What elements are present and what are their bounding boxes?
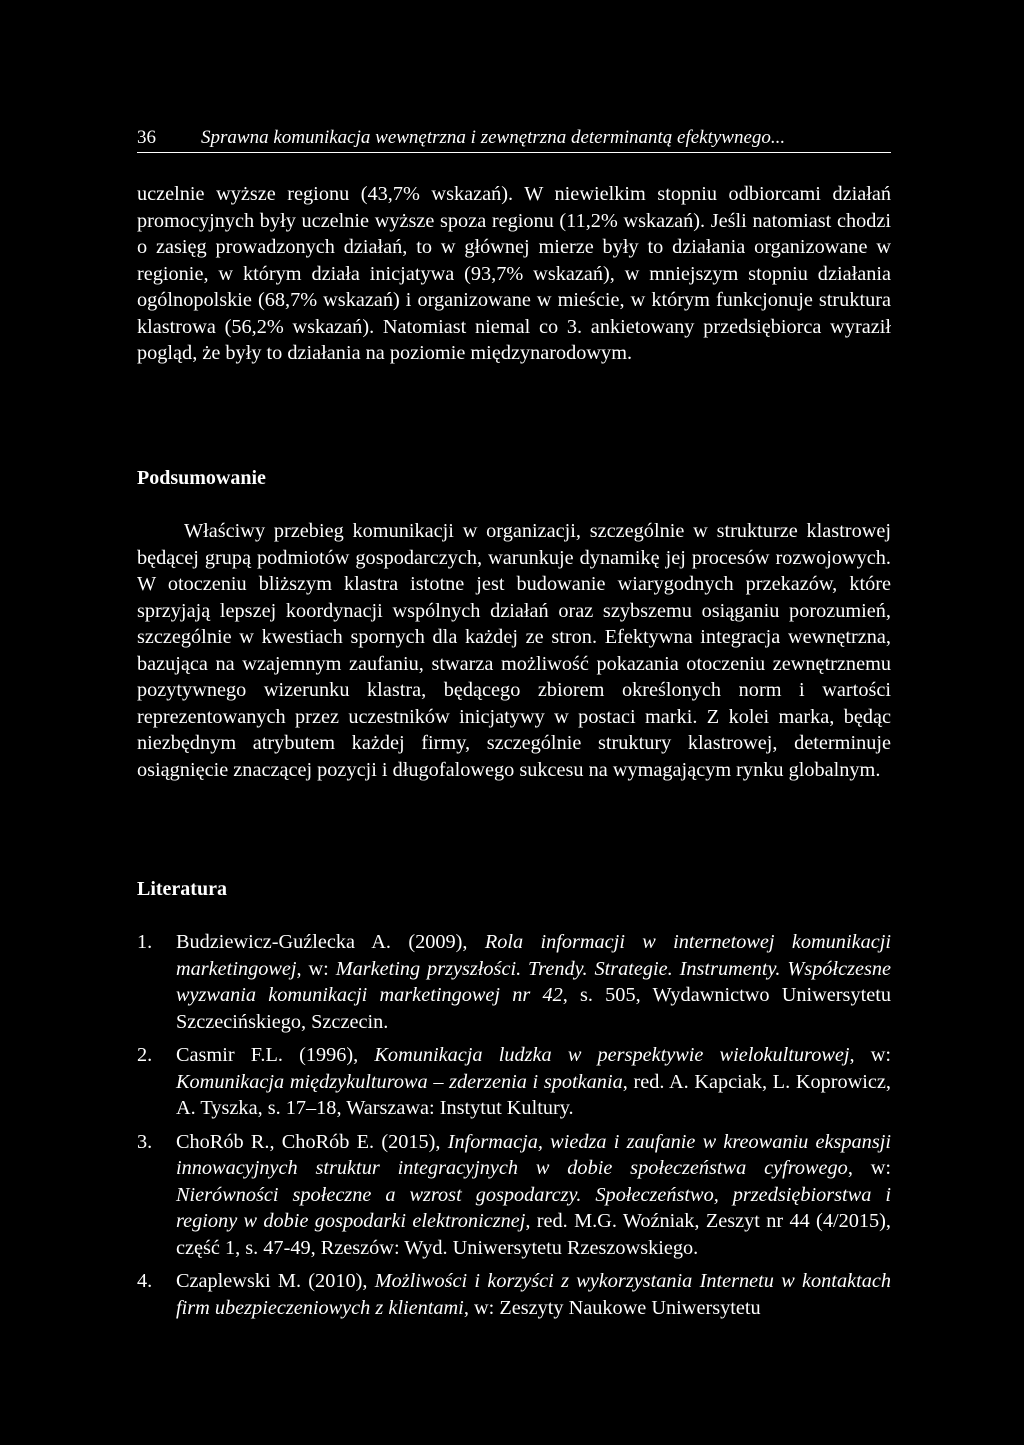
reference-number: 4. (137, 1270, 153, 1292)
reference-title: Informacja, wiedza i zaufanie w kreowaniu ekspansji innowacyjnych struktur integracyjnych w dobie społeczeństwa cyfrowego (176, 1130, 891, 1179)
running-header (137, 126, 891, 153)
reference-authors: Czaplewski M. (2010), (176, 1270, 375, 1292)
reference-number: 1. (137, 931, 153, 953)
reference-source: Marketing przyszłości. Trendy. Strategie. Instrumenty. Współczesne wyzwania komunikacji marketingowej nr 42 (176, 957, 891, 1006)
reference-title: Komunikacja ludzka w perspektywie wielokulturowej (374, 1044, 850, 1066)
reference-tail: , red. M.G. Woźniak, Zeszyt nr 44 (4/2015), część 1, s. 47-49, Rzeszów: Wyd. Uniwersytetu Rzeszowskiego. (176, 1210, 891, 1259)
reference-tail: , red. A. Kapciak, L. Koprowicz, A. Tyszka, s. 17–18, Warszawa: Instytut Kultury. (176, 1070, 891, 1119)
reference-mid: , w: Zeszyty Naukowe Uniwersytetu (463, 1296, 761, 1319)
reference-source: Nierówności społeczne a wzrost gospodarczy. Społeczeństwo, przedsiębiorstwa i regiony w dobie gospodarki elektronicznej (176, 1183, 891, 1232)
paragraph-summary: Właściwy przebieg komunikacji w organizacji, szczególnie w strukturze klastrowej będącej grupą podmiotów gospodarczych, warunkuje dynamikę jej procesów rozwojowych. W otoczeniu bliższym klastra istotne jest budowanie wiarygodnych przekazów, które sprzyjają lepszej koordynacji wspólnych działań oraz szybszemu osiąganiu porozumień, szczególnie w kwestiach spornych dla każdej ze stron. Efektywna integracja wewnętrzna, bazująca na wzajemnym zaufaniu, stwarza możliwość pokazania otoczeniu zewnętrznemu pozytywnego wizerunku klastra, będącego zbiorem określonych norm i wartości reprezentowanych przez uczestników inicjatywy w postaci marki. Z kolei marka, będąc niezbędnym atrybutem każdej firmy, szczególnie struktury klastrowej, determinuje osiągnięcie znaczącej pozycji i długofalowego sukcesu na wymagającym rynku globalnym. (137, 520, 891, 781)
reference-title: Możliwości i korzyści z wykorzystania Internetu w kontaktach firm ubezpieczeniowych z klientami (176, 1270, 892, 1319)
reference-source: Komunikacja międzykulturowa – zderzenia i spotkania (176, 1070, 623, 1093)
reference-number: 3. (137, 1130, 153, 1153)
reference-item (137, 1268, 891, 1321)
heading-summary: Podsumowanie (137, 467, 266, 489)
reference-item (137, 929, 891, 1035)
reference-title: Rola informacji w internetowej komunikacji marketingowej (176, 931, 891, 980)
reference-authors: Casmir F.L. (1996), (176, 1044, 375, 1066)
reference-number: 2. (137, 1044, 153, 1066)
page-number: 36 (137, 127, 156, 148)
running-title: Sprawna komunikacja wewnętrzna i zewnętrzna determinantą efektywnego... (201, 127, 786, 148)
reference-list (137, 929, 891, 1328)
reference-mid: , w: (849, 1044, 892, 1066)
reference-item (137, 1042, 891, 1122)
reference-authors: Budziewicz-Guźlecka A. (2009), (176, 931, 485, 953)
reference-authors: ChoRób R., ChoRób E. (2015), (176, 1130, 448, 1153)
paragraph-continued: uczelnie wyższe regionu (43,7% wskazań). W niewielkim stopniu odbiorcami działań promocyjnych były uczelnie wyższe spoza regionu (11,2% wskazań). Jeśli natomiast chodzi o zasięg prowadzonych działań, to w głównej mierze były to działania organizowane w regionie, w którym działa inicjatywa (93,7% wskazań), w mniejszym stopniu działania ogólnopolskie (68,7% wskazań) i organizowane w mieście, w którym funkcjonuje struktura klastrowa (56,2% wskazań). Natomiast niemal co 3. ankietowany przedsiębiorca wyraził pogląd, że były to działania na poziomie międzynarodowym. (137, 183, 891, 364)
reference-item (137, 1129, 891, 1262)
reference-tail: , s. 505, Wydawnictwo Uniwersytetu Szczecińskiego, Szczecin. (176, 984, 891, 1033)
heading-literature: Literatura (137, 878, 227, 900)
reference-mid: , w: (847, 1157, 892, 1179)
reference-mid: , w: (296, 957, 336, 980)
